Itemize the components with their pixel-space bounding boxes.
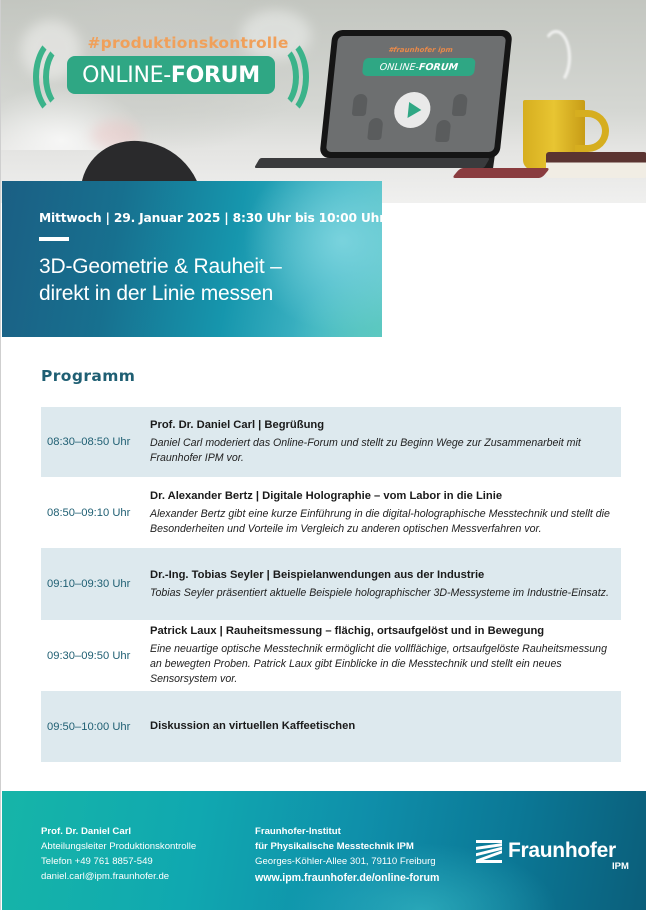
tablet-badge-light: ONLINE- — [379, 61, 420, 73]
schedule-time: 09:50–10:00 Uhr — [47, 720, 131, 733]
institute-block — [255, 824, 439, 886]
person-icon — [367, 118, 383, 140]
badge-bold-text: FORUM — [170, 62, 260, 88]
coffee-mug-handle — [575, 110, 609, 152]
contact-email-link[interactable]: daniel.carl@ipm.fraunhofer.de — [41, 871, 170, 882]
schedule-row — [41, 477, 621, 548]
footer — [2, 791, 646, 910]
person-icon — [435, 120, 451, 142]
hashtag-label: #produktionskontrolle — [87, 34, 289, 52]
keyboard — [254, 158, 490, 168]
talk-title: Prof. Dr. Daniel Carl | Begrüßung — [150, 419, 325, 431]
schedule-time: 08:50–09:10 Uhr — [47, 506, 131, 519]
online-forum-badge — [67, 56, 275, 94]
institute-name-line-2: für Physikalische Messtechnik IPM — [255, 841, 414, 852]
schedule-time: 09:30–09:50 Uhr — [47, 649, 131, 662]
schedule-time: 09:10–09:30 Uhr — [47, 578, 131, 590]
online-forum-logo — [37, 30, 303, 114]
person-icon — [352, 94, 368, 116]
contact-phone[interactable]: Telefon +49 761 8857-549 — [41, 856, 153, 867]
talk-title: Patrick Laux | Rauheitsmessung – flächig, ortsaufgelöst und in Bewegung — [150, 625, 545, 637]
fraunhofer-institute-abbrev: IPM — [612, 861, 629, 872]
tablet-forum-badge — [362, 58, 476, 76]
fraunhofer-wordmark: Fraunhofer — [508, 839, 616, 862]
talk-description: Alexander Bertz gibt eine kurze Einführung in die digital-holographische Messtechnik und stellt die Besonderheiten und Vorteile im Vergleich zu anderen optischen Messverfahren vor. — [150, 507, 610, 535]
event-date-time: Mittwoch | 29. Januar 2025 | 8:30 Uhr bis 10:00 Uhr — [39, 211, 386, 225]
institute-name-line-1: Fraunhofer-Institut — [255, 826, 341, 837]
schedule-content — [150, 624, 621, 687]
banner-divider — [39, 237, 69, 241]
contact-role: Abteilungsleiter Produktionskontrolle — [41, 841, 197, 852]
talk-title: Diskussion an virtuellen Kaffeetischen — [150, 720, 356, 732]
schedule-row — [41, 691, 621, 762]
fraunhofer-logo — [476, 838, 616, 864]
play-icon — [392, 92, 432, 128]
talk-description: Tobias Seyler präsentiert aktuelle Beispiele holographischer 3D-Messysteme im Industrie-Einsatz. — [150, 586, 609, 599]
schedule-table — [41, 407, 621, 762]
event-title — [39, 253, 282, 307]
fraunhofer-stripes-icon — [476, 840, 502, 863]
tablet-device — [319, 30, 512, 158]
steam-shape — [541, 30, 571, 85]
contact-block — [41, 824, 196, 884]
contact-name: Prof. Dr. Daniel Carl — [41, 826, 132, 837]
section-heading-programm: Programm — [41, 367, 136, 385]
talk-title: Dr.-Ing. Tobias Seyler | Beispielanwendungen aus der Industrie — [150, 568, 485, 581]
schedule-content — [150, 719, 621, 734]
schedule-row — [41, 548, 621, 620]
talk-title: Dr. Alexander Bertz | Digitale Holographie – vom Labor in die Linie — [150, 489, 503, 502]
schedule-content — [150, 568, 621, 601]
badge-light-text: ONLINE- — [82, 62, 171, 88]
schedule-row — [41, 620, 621, 691]
event-title-line-2: direkt in der Linie messen — [39, 282, 274, 305]
event-banner — [2, 181, 386, 337]
institute-address: Georges-Köhler-Allee 301, 79110 Freiburg — [255, 856, 436, 867]
notebook — [546, 152, 646, 178]
website-link[interactable]: www.ipm.fraunhofer.de/online-forum — [255, 872, 440, 884]
tablet-screen — [326, 36, 506, 152]
schedule-content — [150, 418, 621, 466]
hero-image — [1, 0, 646, 203]
smartphone — [452, 168, 550, 178]
event-title-line-1: 3D-Geometrie & Rauheit – — [39, 255, 282, 278]
talk-description: Daniel Carl moderiert das Online-Forum und stellt zu Beginn Wege zur Zusammenarbeit mit Fraunhofer IPM vor. — [150, 437, 581, 464]
schedule-row — [41, 407, 621, 477]
schedule-time: 08:30–08:50 Uhr — [47, 436, 131, 448]
schedule-content — [150, 489, 621, 537]
tablet-badge-bold: FORUM — [418, 61, 459, 73]
person-icon — [452, 94, 468, 116]
talk-description: Eine neuartige optische Messtechnik ermöglicht die vollflächige, ortsaufgelöste Rauheitsmessung an bewegten Proben. Patrick Laux gibt Einblicke in die Messtechnik und stellt ein neues Sensorsystem vor. — [150, 643, 607, 685]
tablet-hashtag: #fraunhofer ipm — [388, 46, 454, 54]
